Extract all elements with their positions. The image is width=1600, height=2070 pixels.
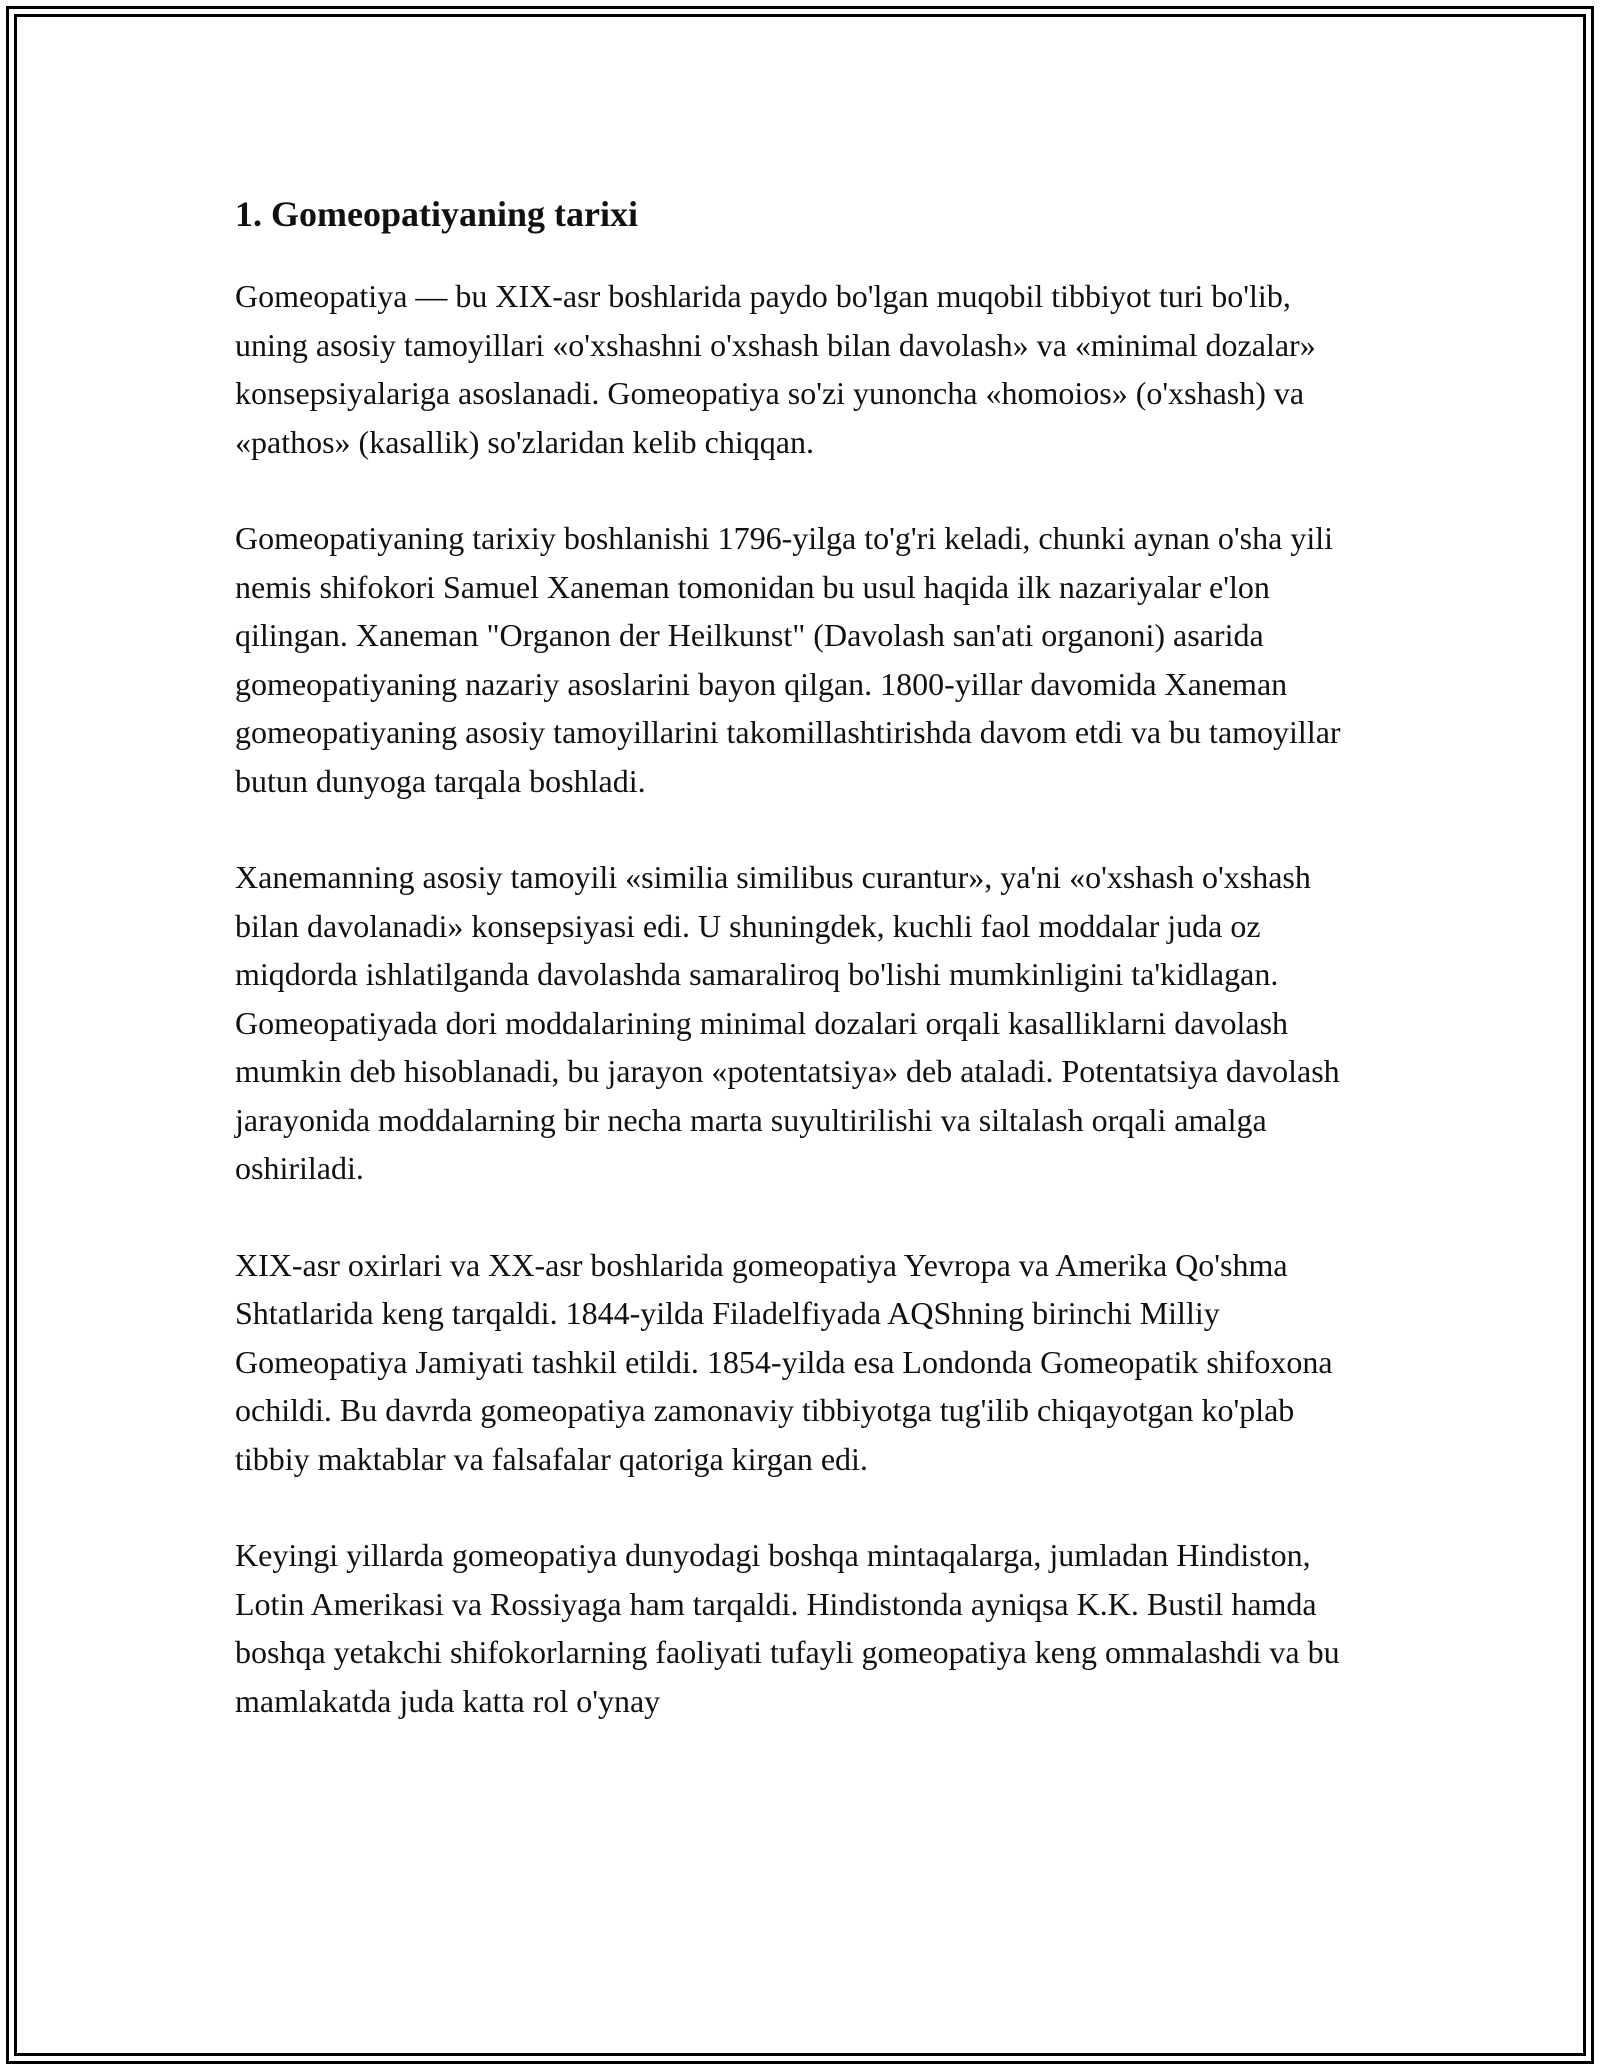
paragraph-1: Gomeopatiya — bu XIX-asr boshlarida paydo bo'lgan muqobil tibbiyot turi bo'lib, uning asosiy tamoyillari «o'xshashni o'xshash bilan davolash» va «minimal dozalar» konsepsiyalariga asoslanadi. Gomeopatiya so'zi yunoncha «homoios» (o'xshash) va «pathos» (kasallik) so'zlaridan kelib chiqqan. — [235, 278, 1316, 460]
paragraph-5: Keyingi yillarda gomeopatiya dunyodagi boshqa mintaqalarga, jumladan Hindiston, Lotin Amerikasi va Rossiyaga ham tarqaldi. Hindistonda ayniqsa K.K. Bustil hamda boshqa yetakchi shifokorlarning faoliyati tufayli gomeopatiya keng ommalashdi va bu mamlakatda juda katta rol o'ynay — [235, 1537, 1340, 1719]
section-heading: 1. Gomeopatiyaning tarixi — [235, 194, 638, 234]
document-body — [235, 186, 1365, 1773]
paragraph-4: XIX-asr oxirlari va XX-asr boshlarida gomeopatiya Yevropa va Amerika Qo'shma Shtatlarida keng tarqaldi. 1844-yilda Filadelfiyada AQShning birinchi Milliy Gomeopatiya Jamiyati tashkil etildi. 1854-yilda esa Londonda Gomeopatik shifoxona ochildi. Bu davrda gomeopatiya zamonaviy tibbiyotga tug'ilib chiqayotgan ko'plab tibbiy maktablar va falsafalar qatoriga kirgan edi. — [235, 1246, 1333, 1477]
paragraph-2: Gomeopatiyaning tarixiy boshlanishi 1796-yilga to'g'ri keladi, chunki aynan o'sha yili nemis shifokori Samuel Xaneman tomonidan bu usul haqida ilk nazariyalar e'lon qilingan. Xaneman "Organon der Heilkunst" (Davolash san'ati organoni) asarida gomeopatiyaning nazariy asoslarini bayon qilgan. 1800-yillar davomida Xaneman gomeopatiyaning asosiy tamoyillarini takomillashtirishda davom etdi va bu tamoyillar butun dunyoga tarqala boshladi. — [235, 520, 1341, 799]
paragraph-3: Xanemanning asosiy tamoyili «similia similibus curantur», ya'ni «o'xshash o'xshash bilan davolanadi» konsepsiyasi edi. U shuningdek, kuchli faol moddalar juda oz miqdorda ishlatilganda davolashda samaraliroq bo'lishi mumkinligini ta'kidlagan. Gomeopatiyada dori moddalarining minimal dozalari orqali kasalliklarni davolash mumkin deb hisoblanadi, bu jarayon «potentatsiya» deb ataladi. Potentatsiya davolash jarayonida moddalarning bir necha marta suyultirilishi va siltalash orqali amalga oshiriladi. — [235, 859, 1340, 1186]
